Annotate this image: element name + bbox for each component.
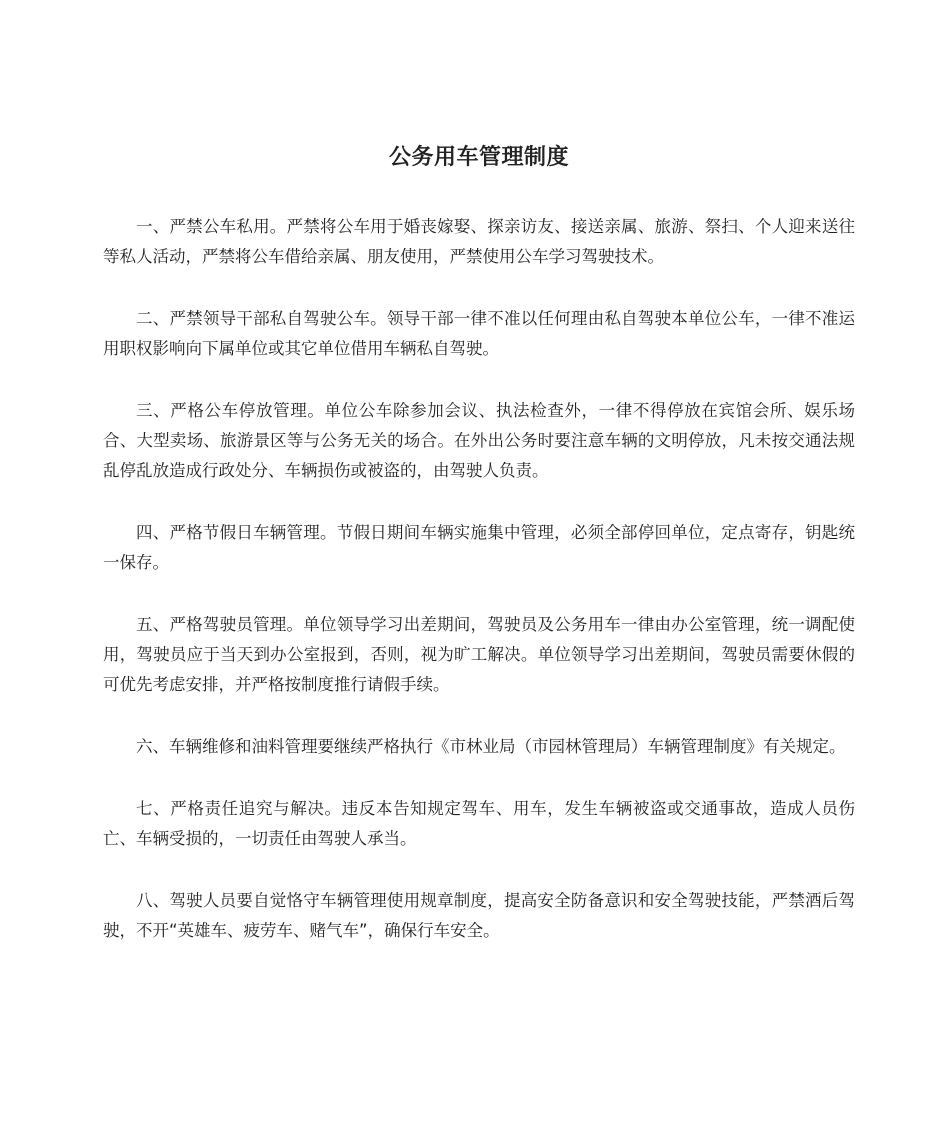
- document-title: 公务用车管理制度: [388, 145, 569, 170]
- paragraph-5: 五、严格驾驶员管理。单位领导学习出差期间，驾驶员及公务用车一律由办公室管理，统一调配使用，驾驶员应于当天到办公室报到，否则，视为旷工解决。单位领导学习出差期间，驾驶员需要休假的可优先考虑安排，并严格按制度推行请假手续。: [103, 615, 855, 694]
- paragraph-8: 八、驾驶人员要自觉恪守车辆管理使用规章制度，提高安全防备意识和安全驾驶技能，严禁酒后驾驶，不开“英雄车、疲劳车、赌气车”，确保行车安全。: [103, 891, 855, 940]
- paragraph-4: 四、严格节假日车辆管理。节假日期间车辆实施集中管理，必须全部停回单位，定点寄存，钥匙统一保存。: [103, 523, 855, 572]
- paragraph-2: 二、严禁领导干部私自驾驶公车。领导干部一律不准以任何理由私自驾驶本单位公车，一律不准运用职权影响向下属单位或其它单位借用车辆私自驾驶。: [103, 309, 855, 358]
- paragraph-6: 六、车辆维修和油料管理要继续严格执行《市林业局（市园林管理局）车辆管理制度》有关规定。: [136, 737, 846, 756]
- paragraph-1: 一、严禁公车私用。严禁将公车用于婚丧嫁娶、探亲访友、接送亲属、旅游、祭扫、个人迎来送往等私人活动，严禁将公车借给亲属、朋友使用，严禁使用公车学习驾驶技术。: [103, 217, 855, 266]
- paragraph-3: 三、严格公车停放管理。单位公车除参加会议、执法检查外，一律不得停放在宾馆会所、娱乐场合、大型卖场、旅游景区等与公务无关的场合。在外出公务时要注意车辆的文明停放，凡未按交通法规乱停乱放造成行政处分、车辆损伤或被盗的，由驾驶人负责。: [103, 401, 855, 480]
- document-page: [103, 140, 855, 978]
- paragraph-7: 七、严格责任追究与解决。违反本告知规定驾车、用车，发生车辆被盗或交通事故，造成人员伤亡、车辆受损的，一切责任由驾驶人承当。: [103, 799, 855, 848]
